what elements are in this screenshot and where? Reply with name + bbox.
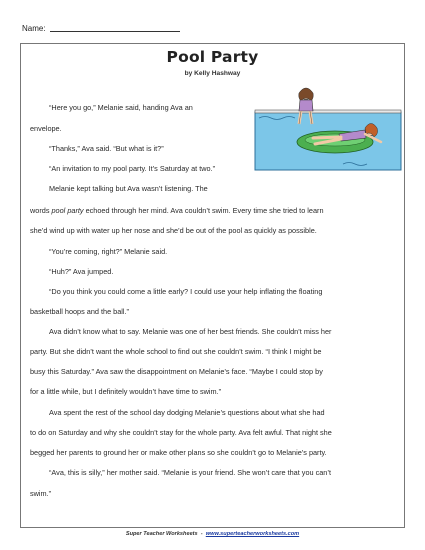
page-title: Pool Party — [166, 48, 259, 66]
footer — [0, 531, 425, 537]
story-line: “Here you go,” Melanie said, handing Ava an — [49, 103, 193, 112]
worksheet-frame — [20, 43, 405, 528]
story-line: “An invitation to my pool party. It’s Saturday at two.” — [49, 164, 216, 173]
story-line: “You’re coming, right?” Melanie said. — [49, 247, 168, 256]
footer-brand: Super Teacher Worksheets — [125, 531, 198, 537]
story-text — [21, 44, 404, 527]
story-line: “Ava, this is silly,” her mother said. “Melanie is your friend. She won’t care that you can’t — [49, 468, 331, 477]
name-label: Name: — [22, 24, 46, 33]
name-row — [22, 24, 180, 33]
footer-separator: - — [200, 531, 203, 537]
story-line: for a little while, but I definitely wouldn’t have time to swim.” — [30, 387, 222, 396]
story-line: she’d wind up with water up her nose and she’d be out of the pool as quickly as possible. — [30, 226, 317, 235]
story-line: busy this Saturday.” Ava saw the disappointment on Melanie’s face. “Maybe I could stop by — [30, 367, 323, 376]
story-line: Ava didn’t know what to say. Melanie was one of her best friends. She couldn’t miss her — [49, 327, 332, 336]
story-line: Ava spent the rest of the school day dodging Melanie’s questions about what she had — [49, 408, 325, 417]
story-line: “Huh?” Ava jumped. — [49, 267, 114, 276]
story-line: envelope. — [30, 124, 62, 133]
story-line: begged her parents to ground her or make other plans so she couldn’t go to Melanie’s party. — [30, 448, 327, 457]
author-byline: by Kelly Hashway — [184, 70, 241, 77]
story-line: “Thanks,” Ava said. “But what is it?” — [49, 144, 164, 153]
name-line[interactable] — [50, 31, 180, 32]
story-line: basketball hoops and the ball.” — [30, 307, 129, 316]
footer-url[interactable]: www.superteacherworksheets.com — [205, 531, 300, 537]
story-line: swim.” — [30, 489, 52, 498]
story-line: to do on Saturday and why she couldn’t stay for the whole party. Ava felt awful. That night she — [30, 428, 332, 437]
story-line: words pool party echoed through her mind. Ava couldn’t swim. Every time she tried to learn — [30, 206, 324, 215]
story-line: Melanie kept talking but Ava wasn’t listening. The — [49, 184, 208, 193]
story-line: party. But she didn’t want the whole school to find out she couldn’t swim. “I think I might be — [30, 347, 322, 356]
story-line: “Do you think you could come a little early? I could use your help inflating the floating — [49, 287, 323, 296]
